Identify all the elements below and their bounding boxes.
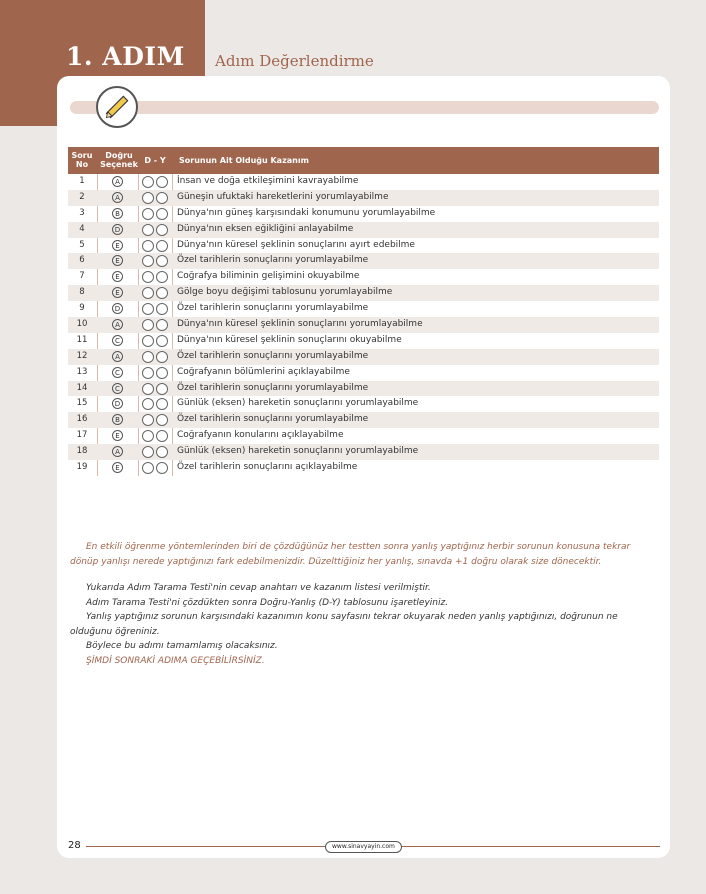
dogru-checkbox[interactable] — [142, 398, 154, 410]
table-row — [68, 444, 659, 460]
kazanim-text: Coğrafyanın konularını açıklayabilme — [177, 430, 344, 441]
correct-option: A — [112, 192, 123, 203]
correct-option: C — [112, 383, 123, 394]
dogru-checkbox[interactable] — [142, 430, 154, 442]
kazanim-text: Özel tarihlerin sonuçlarını yorumlayabilme — [177, 303, 369, 314]
table-row — [68, 396, 659, 412]
correct-option: D — [112, 224, 123, 235]
yanlis-checkbox[interactable] — [156, 430, 168, 442]
yanlis-checkbox[interactable] — [156, 208, 168, 220]
correct-option: E — [112, 462, 123, 473]
kazanim-text: Güneşin ufuktaki hareketlerini yorumlayabilme — [177, 191, 389, 202]
table-header — [68, 147, 659, 174]
question-number: 4 — [79, 223, 85, 234]
yanlis-checkbox[interactable] — [156, 287, 168, 299]
kazanim-text: Özel tarihlerin sonuçlarını açıklayabilme — [177, 462, 358, 473]
dogru-checkbox[interactable] — [142, 383, 154, 395]
table-row — [68, 190, 659, 206]
table-row — [68, 206, 659, 222]
correct-option: D — [112, 303, 123, 314]
question-number: 15 — [76, 398, 88, 409]
correct-option: A — [112, 319, 123, 330]
kazanim-text: Günlük (eksen) hareketin sonuçlarını yorumlayabilme — [177, 398, 419, 409]
question-number: 10 — [76, 319, 88, 330]
yanlis-checkbox[interactable] — [156, 240, 168, 252]
instruction-3: Yanlış yaptığınız sorunun karşısındaki kazanımın konu sayfasını tekrar okuyarak neden yanlış yaptığınızı, doğrunun ne olduğunu öğreniniz. — [70, 612, 618, 637]
table-row — [68, 333, 659, 349]
question-number: 3 — [79, 207, 85, 218]
col-d-y: D - Y — [144, 156, 166, 165]
yanlis-checkbox[interactable] — [156, 192, 168, 204]
yanlis-checkbox[interactable] — [156, 446, 168, 458]
dogru-checkbox[interactable] — [142, 240, 154, 252]
question-number: 1 — [79, 176, 85, 186]
correct-option: A — [112, 176, 123, 187]
table-row — [68, 285, 659, 301]
question-number: 9 — [79, 303, 85, 314]
table-row — [68, 460, 659, 476]
yanlis-checkbox[interactable] — [156, 303, 168, 315]
tip-text: En etkili öğrenme yöntemlerinden biri de çözdüğünüz her testten sonra yanlış yaptığınız herbir sorunun konusuna tekrar dönüp yanlışı nerede yaptığınızı fark edebilmenizdir. Düzelttiğiniz her yanlış, sınavda +1 doğru olarak size dönecektir. — [70, 542, 631, 567]
dogru-checkbox[interactable] — [142, 351, 154, 363]
page-number: 28 — [68, 840, 81, 851]
table-row — [68, 428, 659, 444]
correct-option: E — [112, 287, 123, 298]
tip-note — [70, 540, 660, 569]
yanlis-checkbox[interactable] — [156, 176, 168, 188]
question-number: 8 — [79, 287, 85, 298]
yanlis-checkbox[interactable] — [156, 462, 168, 474]
correct-option: A — [112, 351, 123, 362]
table-row — [68, 349, 659, 365]
question-number: 11 — [76, 334, 88, 345]
table-row — [68, 317, 659, 333]
question-number: 14 — [76, 382, 88, 393]
question-number: 19 — [76, 462, 88, 473]
dogru-checkbox[interactable] — [142, 462, 154, 474]
table-row — [68, 381, 659, 397]
question-number: 13 — [76, 366, 88, 377]
section-bar — [70, 101, 659, 114]
publisher-url: www.sinavyayin.com — [325, 841, 402, 853]
correct-option: D — [112, 398, 123, 409]
correct-option: E — [112, 430, 123, 441]
ruler-pencil-icon — [96, 86, 138, 128]
correct-option: B — [112, 208, 123, 219]
instruction-4: Böylece bu adımı tamamlamış olacaksınız. — [86, 641, 278, 651]
col-soru-no: Soru No — [71, 151, 93, 169]
yanlis-checkbox[interactable] — [156, 351, 168, 363]
col-dogru-secenek: Doğru Seçenek — [100, 151, 138, 169]
table-body — [68, 174, 659, 476]
kazanim-text: Günlük (eksen) hareketin sonuçlarını yorumlayabilme — [177, 446, 419, 457]
table-row — [68, 412, 659, 428]
instruction-1: Yukarıda Adım Tarama Testi'nin cevap anahtarı ve kazanım listesi verilmiştir. — [86, 583, 431, 593]
question-number: 2 — [79, 191, 85, 202]
dogru-checkbox[interactable] — [142, 367, 154, 379]
question-number: 12 — [76, 350, 88, 361]
dogru-checkbox[interactable] — [142, 446, 154, 458]
dogru-checkbox[interactable] — [142, 303, 154, 315]
dogru-checkbox[interactable] — [142, 255, 154, 267]
kazanim-text: Dünya'nın eksen eğikliğini anlayabilme — [177, 223, 354, 234]
dogru-checkbox[interactable] — [142, 319, 154, 331]
correct-option: E — [112, 240, 123, 251]
yanlis-checkbox[interactable] — [156, 255, 168, 267]
question-number: 18 — [76, 446, 88, 457]
kazanim-text: Gölge boyu değişimi tablosunu yorumlayabilme — [177, 287, 393, 298]
question-number: 5 — [79, 239, 85, 250]
table-row — [68, 174, 659, 190]
question-number: 17 — [76, 430, 88, 441]
kazanim-text: Özel tarihlerin sonuçlarını yorumlayabilme — [177, 382, 369, 393]
yanlis-checkbox[interactable] — [156, 271, 168, 283]
correct-option: E — [112, 271, 123, 282]
col-kazanim: Sorunun Ait Olduğu Kazanım — [179, 156, 309, 165]
yanlis-checkbox[interactable] — [156, 367, 168, 379]
kazanim-text: Coğrafyanın bölümlerini açıklayabilme — [177, 366, 350, 377]
kazanim-text: Coğrafya biliminin gelişimini okuyabilme — [177, 271, 360, 282]
instruction-next-step: ŞİMDİ SONRAKİ ADIMA GEÇEBİLİRSİNİZ. — [86, 655, 265, 666]
yanlis-checkbox[interactable] — [156, 319, 168, 331]
table-row — [68, 269, 659, 285]
dogru-checkbox[interactable] — [142, 192, 154, 204]
question-number: 7 — [79, 271, 85, 282]
dogru-checkbox[interactable] — [142, 176, 154, 188]
question-number: 6 — [79, 255, 85, 266]
dogru-checkbox[interactable] — [142, 208, 154, 220]
question-number: 16 — [76, 414, 88, 425]
correct-option: B — [112, 414, 123, 425]
correct-option: E — [112, 255, 123, 266]
dogru-checkbox[interactable] — [142, 271, 154, 283]
dogru-checkbox[interactable] — [142, 414, 154, 426]
instruction-2: Adım Tarama Testi'ni çözdükten sonra Doğru-Yanlış (D-Y) tablosunu işaretleyiniz. — [86, 597, 449, 608]
dogru-checkbox[interactable] — [142, 287, 154, 299]
table-row — [68, 365, 659, 381]
kazanim-text: Dünya'nın küresel şeklinin sonuçlarını ayırt edebilme — [177, 239, 415, 250]
kazanim-text: Dünya'nın küresel şeklinin sonuçlarını okuyabilme — [177, 334, 402, 345]
correct-option: C — [112, 335, 123, 346]
table-row — [68, 222, 659, 238]
step-subtitle: Adım Değerlendirme — [215, 52, 374, 70]
yanlis-checkbox[interactable] — [156, 224, 168, 236]
kazanim-text: Özel tarihlerin sonuçlarını yorumlayabilme — [177, 255, 369, 266]
table-row — [68, 301, 659, 317]
kazanim-text: Dünya'nın küresel şeklinin sonuçlarını yorumlayabilme — [177, 319, 423, 330]
yanlis-checkbox[interactable] — [156, 383, 168, 395]
kazanim-text: Dünya'nın güneş karşısındaki konumunu yorumlayabilme — [177, 207, 436, 218]
yanlis-checkbox[interactable] — [156, 335, 168, 347]
kazanim-text: İnsan ve doğa etkileşimini kavrayabilme — [177, 176, 359, 186]
dogru-checkbox[interactable] — [142, 224, 154, 236]
kazanim-text: Özel tarihlerin sonuçlarını yorumlayabilme — [177, 350, 369, 361]
step-title: 1. ADIM — [66, 42, 185, 71]
kazanim-text: Özel tarihlerin sonuçlarını yorumlayabilme — [177, 414, 369, 425]
yanlis-checkbox[interactable] — [156, 398, 168, 410]
answer-key-table — [68, 147, 659, 476]
table-row — [68, 238, 659, 254]
correct-option: C — [112, 367, 123, 378]
dogru-checkbox[interactable] — [142, 335, 154, 347]
correct-option: A — [112, 446, 123, 457]
table-row — [68, 253, 659, 269]
yanlis-checkbox[interactable] — [156, 414, 168, 426]
instructions — [70, 581, 660, 668]
